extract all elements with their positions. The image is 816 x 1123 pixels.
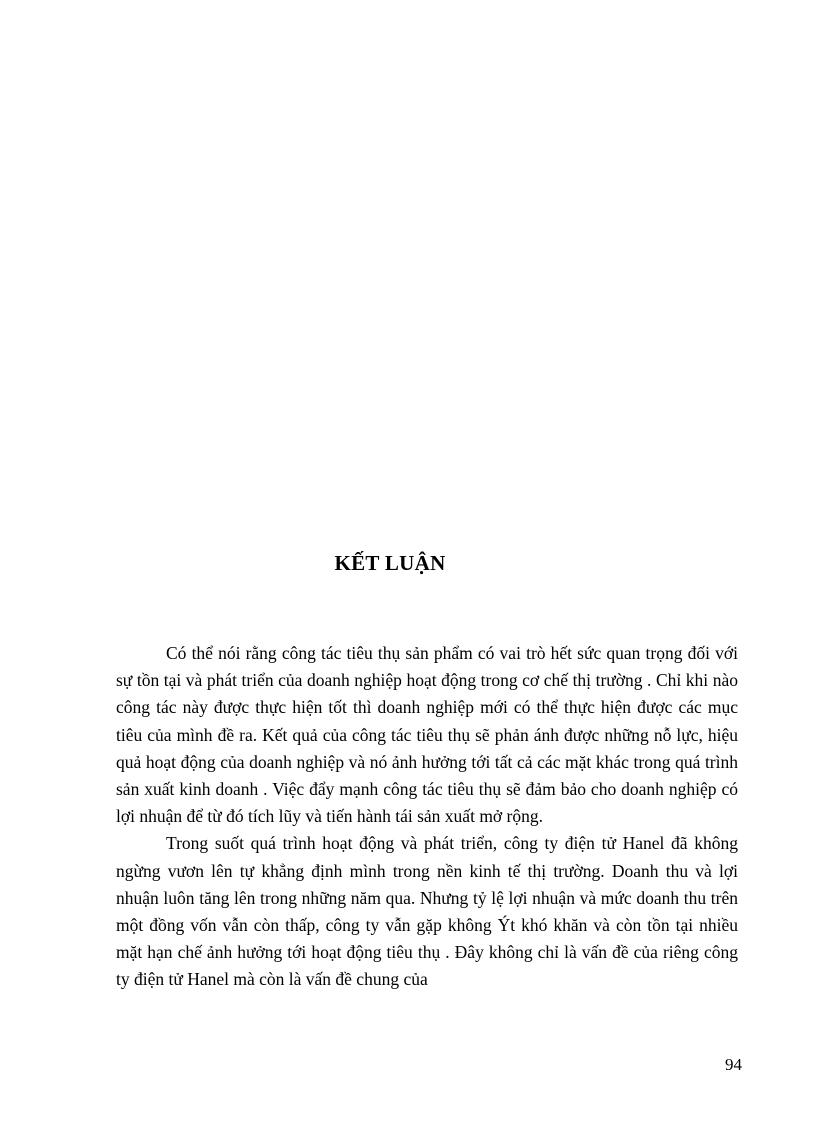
paragraph-1: Có thể nói rằng công tác tiêu thụ sản phẩm có vai trò hết sức quan trọng đối với sự tồn tại và phát triển của doanh nghiệp hoạt động trong cơ chế thị trường . Chỉ khi nào công tác này được thực hiện tốt thì doanh nghiệp mới có thể thực hiện được các mục tiêu của mình đề ra. Kết quả của công tác tiêu thụ sẽ phản ánh được những nỗ lực, hiệu quả hoạt động của doanh nghiệp và nó ảnh hưởng tới tất cả các mặt khác trong quá trình sản xuất kinh doanh . Việc đẩy mạnh công tác tiêu thụ sẽ đảm bảo cho doanh nghiệp có lợi nhuận để từ đó tích lũy và tiến hành tái sản xuất mở rộng. [116,643,738,827]
document-body [116,640,738,994]
paragraph-2: Trong suốt quá trình hoạt động và phát triển, công ty điện tử Hanel đã không ngừng vươn lên tự khẳng định mình trong nền kinh tế thị trường. Doanh thu và lợi nhuận luôn tăng lên trong những năm qua. Nhưng tỷ lệ lợi nhuận và mức doanh thu trên một đồng vốn vẫn còn thấp, công ty vẫn gặp không Ýt khó khăn và còn tồn tại nhiều mặt hạn chế ảnh hưởng tới hoạt động tiêu thụ . Đây không chỉ là vấn đề của riêng công ty điện tử Hanel mà còn là vấn đề chung của [116,833,738,990]
page-title: KẾT LUẬN [334,551,446,575]
page-number: 94 [725,1055,742,1074]
